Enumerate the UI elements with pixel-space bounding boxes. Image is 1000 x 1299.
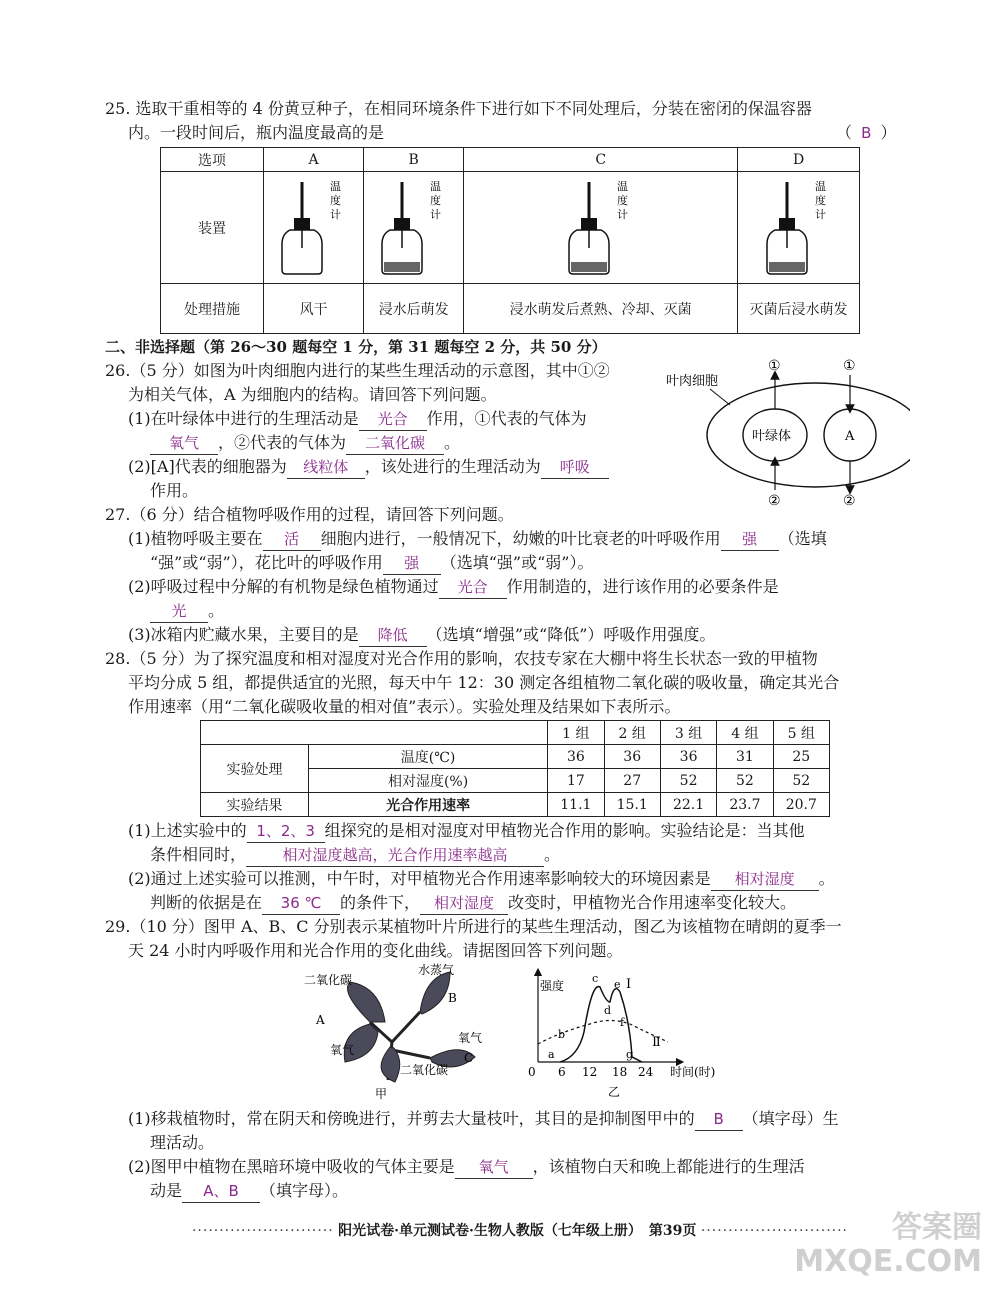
q27-answer-2: 强 [721,528,779,551]
thermos-bottle-icon [759,174,839,278]
q28-sub1-text4: 。 [544,845,561,864]
row-label-device: 装置 [161,172,264,284]
treatment-b: 浸水后萌发 [364,284,464,334]
q28-answer-3: 相对湿度 [711,868,819,891]
svg-text:度: 度 [616,193,628,207]
q25-table [160,147,860,334]
point-f: f [620,1016,625,1029]
q25-answer-bracket: （ B ） [836,123,897,142]
table-cell: 15.1 [604,793,660,817]
gas-1-top-left: ① [768,358,781,374]
svg-text:度: 度 [329,193,341,207]
device-c [464,172,738,284]
footer-dots-right: ··························· [700,1223,848,1239]
q26-sub1-text2: 作用，①代表的气体为 [426,409,587,428]
figure-jia-leaf [300,962,500,1102]
x-tick-24: 24 [638,1065,654,1079]
x-tick-12: 12 [582,1065,598,1079]
table-cell: 52 [717,769,773,793]
figure-yi-chart [520,962,730,1102]
treatment-c: 浸水萌发后煮熟、冷却、灭菌 [464,284,738,334]
q26-sub1-text3: ，②代表的气体为 [218,433,347,452]
x-axis-label: 时间(时) [670,1065,716,1079]
q28-answer-1: 1、2、3 [247,820,325,843]
q29-answer-1: B [695,1108,743,1131]
table-cell: 36 [548,745,604,769]
table-cell: 36 [604,745,660,769]
group-header: 1 组 [548,721,604,745]
q28-line1: 28.（5 分）为了探究温度和相对湿度对光合作用的影响，农技专家在大棚中将生长状态一致的甲植物 [105,649,818,668]
thermos-bottle-icon [561,174,641,278]
q26-sub2-cont: 作用。 [150,481,199,500]
x-tick-0: 0 [528,1065,536,1079]
q27-sub1-text2: 细胞内进行，一般情况下，幼嫩的叶比衰老的叶呼吸作用 [320,529,721,548]
svg-text:度: 度 [429,193,441,207]
table-cell: 52 [660,769,716,793]
table-cell: 22.1 [660,793,716,817]
svg-text:温: 温 [616,179,628,193]
q29-sub2-cont [150,1180,348,1203]
q27-answer-4: 光合 [439,576,507,599]
vapor-label: 水蒸气 [418,963,455,977]
q28-sub2-cont [150,892,796,915]
svg-text:计: 计 [429,207,441,221]
svg-text:度: 度 [814,193,826,207]
o2-right-label: 氧气 [458,1031,483,1045]
q28-sub2-text3: 判断的依据是在 [150,893,263,912]
q26-line2: 为相关气体，A 为细胞内的结构。请回答下列问题。 [128,385,497,404]
q26-answer-2: 氧气 [150,432,218,455]
q28-answer-5: 相对湿度 [420,892,508,915]
q26-sub2 [128,456,609,479]
q28-sub2 [128,868,835,891]
q29-sub2-text3: 动是 [150,1181,183,1200]
q28-line2: 平均分成 5 组，都提供适宜的光照，每天中午 12：30 测定各组植物二氧化碳的吸收量，确定其光合 [128,673,840,692]
q26-line1: 26.（5 分）如图为叶肉细胞内进行的某些生理活动的示意图，其中①② [105,361,610,380]
q29-sub2 [128,1156,805,1179]
device-a [264,172,364,284]
rate-label: 光合作用速率 [309,793,548,817]
q29-line1: 29.（10 分）图甲 A、B、C 分别表示某植物叶片所进行的某些生理活动，图乙为该植物在晴朗的夏季一 [105,917,842,936]
q27-sub3-text: (3)冰箱内贮藏水果，主要目的是 [128,625,359,644]
group-header: 2 组 [604,721,660,745]
q27-sub1 [128,528,827,551]
group-header: 4 组 [717,721,773,745]
q26-sub1-text: (1)在叶绿体中进行的生理活动是 [128,409,359,428]
q28-sub1-text: (1)上述实验中的 [128,821,247,840]
q27-sub2-text3: 。 [208,601,225,620]
table-cell: 31 [717,745,773,769]
footer-text: 阳光试卷·单元测试卷·生物人教版（七年级上册） 第39页 [338,1223,697,1239]
thermos-bottle-icon [374,174,454,278]
q28-sub1-text3: 条件相同时， [150,845,247,864]
table-cell: 17 [548,769,604,793]
q29-line2: 天 24 小时内呼吸作用和光合作用的变化曲线。请据图回答下列问题。 [128,941,623,960]
table-cell: 11.1 [548,793,604,817]
x-tick-18: 18 [612,1065,628,1079]
process-b-label: B [448,991,457,1005]
q29-answer-2: 氧气 [455,1156,533,1179]
curve-1-label: Ⅰ [626,977,632,992]
footer-dots-left: ·························· [191,1223,334,1239]
q27-sub3 [128,624,715,647]
group-header: 5 组 [773,721,829,745]
option-c: C [464,148,738,172]
figure-jia-caption: 甲 [375,1087,388,1101]
option-d: D [738,148,860,172]
option-a: A [264,148,364,172]
table-cell: 27 [604,769,660,793]
table-cell: 52 [773,769,829,793]
q26-answer-3: 二氧化碳 [346,432,444,455]
exp-treatment-label: 实验处理 [201,745,309,793]
process-a-label: A [316,1013,325,1027]
q26-sub1-cont [150,432,460,455]
q28-sub2-text5: 改变时，甲植物光合作用速率变化较大。 [508,893,797,912]
q28-sub1-cont [150,844,560,867]
gas-2-bottom-left: ② [768,493,781,509]
point-b: b [558,1028,566,1041]
table-cell: 25 [773,745,829,769]
svg-text:温: 温 [814,179,826,193]
q28-table [200,720,830,817]
q26-answer-4: 线粒体 [287,456,365,479]
table-cell: 36 [660,745,716,769]
section-heading: 二、非选择题（第 26～30 题每空 1 分，第 31 题每空 2 分，共 50 分） [105,338,607,356]
q29-sub2-text4: （填字母）。 [260,1181,349,1200]
row-label-option: 选项 [161,148,264,172]
watermark: 答案圈 MXQE.COM [794,1210,982,1279]
q25-line1: 25. 选取干重相等的 4 份黄豆种子，在相同环境条件下进行如下不同处理后，分装在密闭的保温容器 [105,99,812,118]
table-cell: 23.7 [717,793,773,817]
temp-label: 温度(℃) [309,745,548,769]
q27-sub1-text5: （选填“强”或“弱”）。 [440,553,594,572]
y-axis-label: 强度 [540,979,565,993]
svg-text:温: 温 [329,179,341,193]
q27-sub2-text: (2)呼吸过程中分解的有机物是绿色植物通过 [128,577,439,596]
treatment-a: 风干 [264,284,364,334]
q26-answer-1: 光合 [359,408,427,431]
q27-sub2-text2: 作用制造的，进行该作用的必要条件是 [506,577,779,596]
q26-sub1 [128,408,587,431]
q27-answer-3: 强 [383,552,441,575]
q28-answer-4: 36 ℃ [262,892,340,915]
table-corner [201,721,548,745]
co2-top-label: 二氧化碳 [304,973,353,987]
q27-sub3-text2: （选填“增强”或“降低”）呼吸作用强度。 [426,625,716,644]
cell-label: 叶肉细胞 [666,374,719,389]
q27-sub1-text: (1)植物呼吸主要在 [128,529,263,548]
organelle-a-label: A [845,429,855,444]
figure-yi-caption: 乙 [608,1085,621,1099]
co2-bottom-label: 二氧化碳 [400,1063,449,1077]
x-tick-6: 6 [558,1065,566,1079]
row-label-treatment: 处理措施 [161,284,264,334]
q28-sub2-text: (2)通过上述实验可以推测，中午时，对甲植物光合作用速率影响较大的环境因素是 [128,869,711,888]
process-c-label: C [464,1051,474,1065]
q28-sub2-text4: 的条件下， [340,893,421,912]
o2-left-label: 氧气 [330,1043,355,1057]
q27-sub1-cont [150,552,593,575]
curve-2-label: Ⅱ [652,1035,661,1050]
q29-sub2-text2: ，该植物白天和晚上都能进行的生理活 [532,1157,805,1176]
svg-text:计: 计 [616,207,628,221]
q27-sub2 [128,576,779,599]
point-c: c [592,972,599,985]
svg-text:计: 计 [814,207,826,221]
table-cell: 20.7 [773,793,829,817]
option-b: B [364,148,464,172]
leaf-cell-diagram [660,355,910,515]
q27-sub1-text4: “强”或“弱”），花比叶的呼吸作用 [150,553,383,572]
q26-answer-5: 呼吸 [541,456,609,479]
q28-sub2-text2: 。 [818,869,835,888]
svg-text:计: 计 [329,207,341,221]
q27-answer-5: 光 [150,600,208,623]
q29-sub1-cont: 理活动。 [150,1133,215,1152]
treatment-d: 灭菌后浸水萌发 [738,284,860,334]
q28-answer-2: 相对湿度越高，光合作用速率越高 [246,844,544,867]
q29-sub1-text: (1)移栽植物时，常在阴天和傍晚进行，并剪去大量枝叶，其目的是抑制图甲中的 [128,1109,695,1128]
point-a: a [548,1048,555,1061]
q27-answer-6: 降低 [359,624,427,647]
exp-result-label: 实验结果 [201,793,309,817]
q26-sub1-text4: 。 [444,433,461,452]
q27-answer-1: 活 [263,528,321,551]
q29-sub1-text2: （填字母）生 [742,1109,839,1128]
point-d: d [604,1004,612,1017]
q28-line3: 作用速率（用“二氧化碳吸收量的相对值”表示）。实验处理及结果如下表所示。 [128,697,681,716]
chloroplast-label: 叶绿体 [752,429,792,444]
q29-answer-3: A、B [182,1180,260,1203]
svg-text:温: 温 [429,179,441,193]
thermos-bottle-icon [274,174,354,278]
point-g: g [626,1048,634,1061]
q25-line2: 内。一段时间后，瓶内温度最高的是 [128,123,385,142]
group-header: 3 组 [660,721,716,745]
q29-sub1 [128,1108,839,1131]
gas-1-top-right: ① [843,358,856,374]
q26-sub2-text2: ，该处进行的生理活动为 [364,457,541,476]
q27-line1: 27.（6 分）结合植物呼吸作用的过程，请回答下列问题。 [105,505,514,524]
point-e: e [614,978,621,991]
q25-answer: B [861,124,872,142]
device-d [738,172,860,284]
humidity-label: 相对湿度(%) [309,769,548,793]
q27-sub1-text3: （选填 [778,529,827,548]
gas-2-bottom-right: ② [843,493,856,509]
q28-sub1 [128,820,805,843]
q29-sub2-text: (2)图甲中植物在黑暗环境中吸收的气体主要是 [128,1157,455,1176]
q28-sub1-text2: 组探究的是相对湿度对甲植物光合作用的影响。实验结论是：当其他 [324,821,805,840]
device-b [364,172,464,284]
q27-sub2-cont [150,600,224,623]
q26-sub2-text: (2)[A]代表的细胞器为 [128,457,287,476]
